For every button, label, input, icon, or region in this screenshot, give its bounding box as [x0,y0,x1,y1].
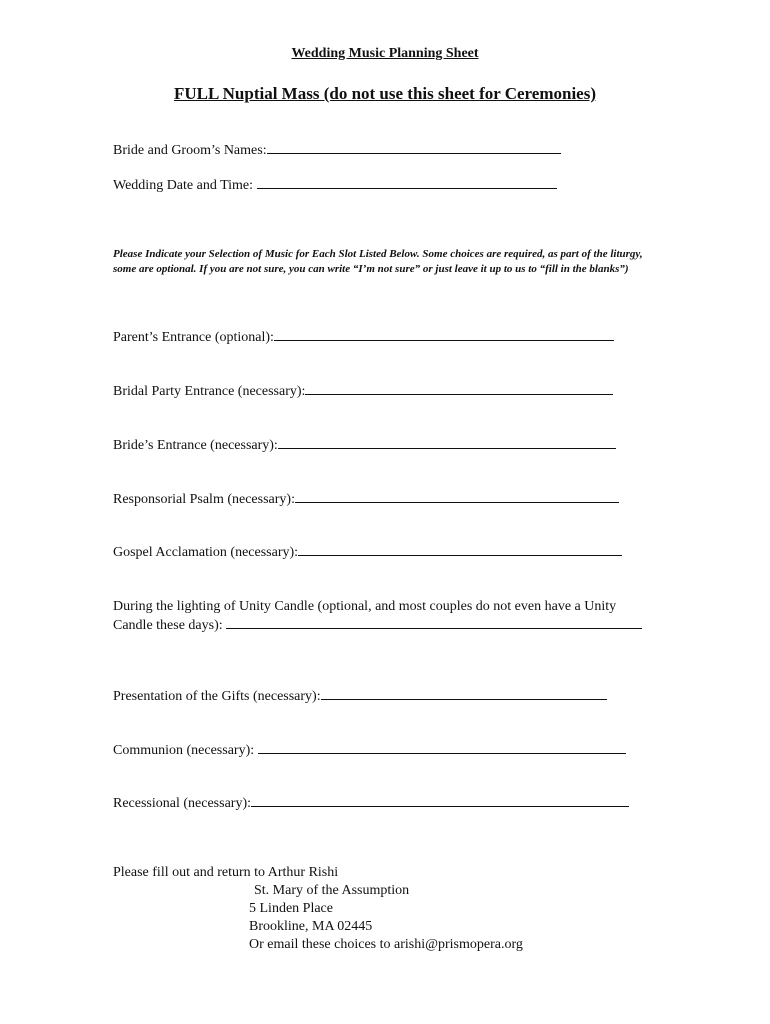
names-label: Bride and Groom’s Names: [113,143,267,158]
unity-label-line1: During the lighting of Unity Candle (optional, and most couples do not even have a Unity [113,599,617,614]
unity-input-line[interactable] [226,616,642,629]
parents-label: Parent’s Entrance (optional): [113,330,274,345]
document-subtitle: FULL Nuptial Mass (do not use this sheet for Ceremonies) [173,84,596,103]
bridal-party-label: Bridal Party Entrance (necessary): [113,384,306,399]
return-street: 5 Linden Place [249,901,333,916]
return-org: St. Mary of the Assumption [254,883,410,898]
gifts-label: Presentation of the Gifts (necessary): [113,689,321,704]
return-instruction: Please fill out and return to Arthur Rishi [113,865,339,880]
document-title: Wedding Music Planning Sheet [291,46,479,61]
names-input-line[interactable] [267,141,561,154]
communion-label: Communion (necessary): [113,743,258,758]
communion-field [113,741,626,759]
psalm-field [113,490,619,508]
gospel-label: Gospel Acclamation (necessary): [113,545,299,560]
date-input-line[interactable] [257,176,557,189]
recessional-field [113,794,629,812]
recessional-input-line[interactable] [251,794,629,807]
bride-field [113,436,616,454]
psalm-label: Responsorial Psalm (necessary): [113,492,295,507]
bridal-party-field [113,382,613,400]
recessional-label: Recessional (necessary): [113,796,251,811]
gifts-field [113,687,607,705]
return-email: Or email these choices to arishi@prismopera.org [249,937,523,952]
names-field [113,141,561,159]
bride-input-line[interactable] [278,436,616,449]
unity-label-line2: Candle these days): [113,618,227,633]
parents-input-line[interactable] [274,328,614,341]
psalm-input-line[interactable] [295,490,619,503]
gospel-field [113,543,622,561]
date-label: Wedding Date and Time: [113,178,257,193]
communion-input-line[interactable] [258,741,626,754]
gospel-input-line[interactable] [298,543,622,556]
bride-label: Bride’s Entrance (necessary): [113,438,278,453]
instructions-text: Please Indicate your Selection of Music for Each Slot Listed Below. Some choices are required, as part of the liturgy, some are optional. If you are not sure, you can write “I’m not sure” or just leave it up to us to “fill in the blanks”) [113,248,643,275]
date-field [113,176,557,194]
parents-field [113,328,614,346]
return-city: Brookline, MA 02445 [249,919,373,934]
gifts-input-line[interactable] [321,687,607,700]
bridal-party-input-line[interactable] [305,382,613,395]
unity-candle-field [113,597,663,635]
